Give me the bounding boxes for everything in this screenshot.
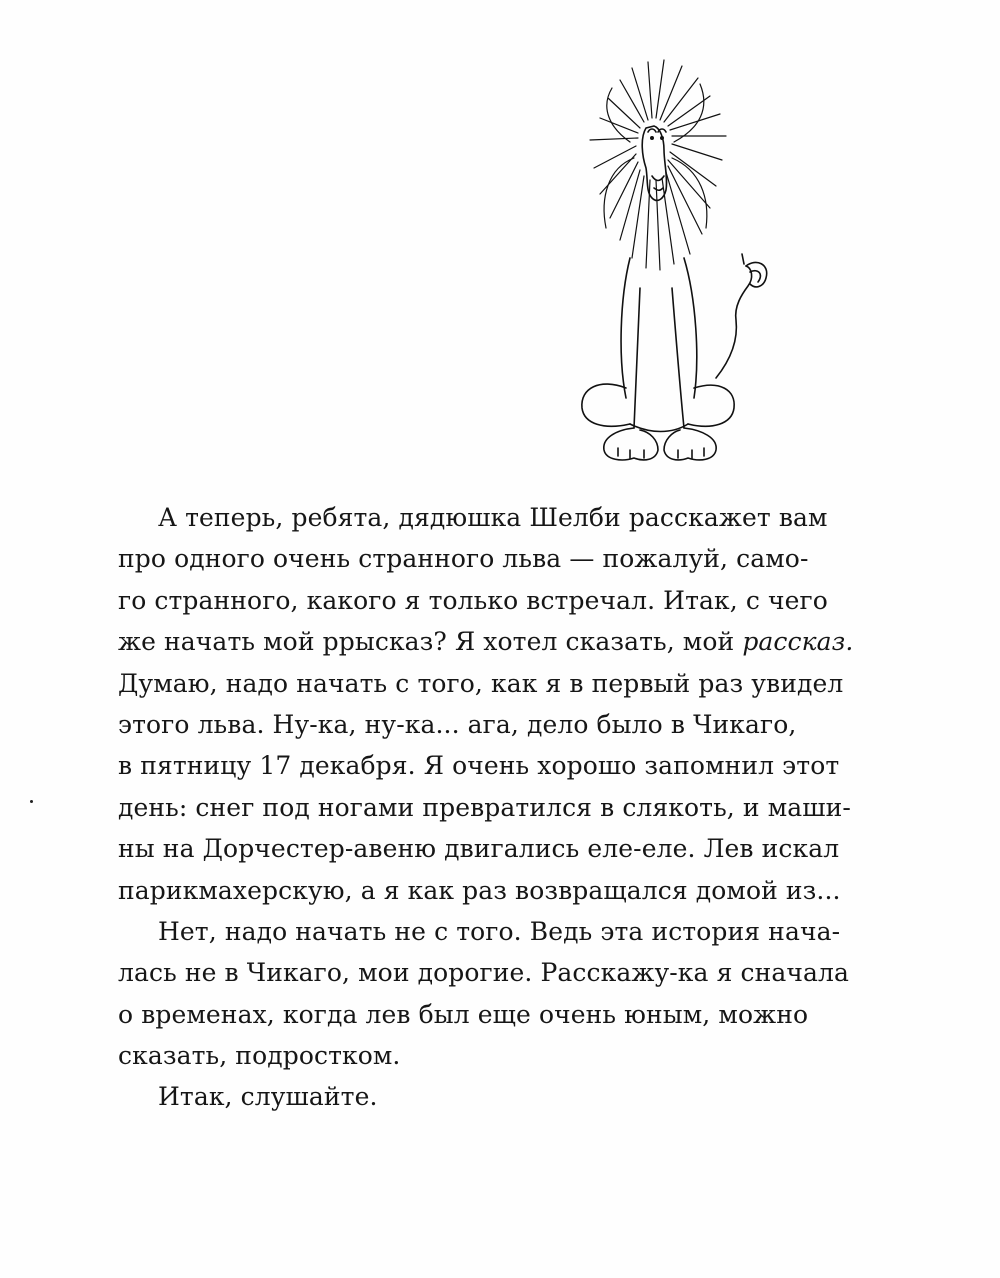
- text-line: Думаю, надо начать с того, как я в первый раз увидел: [118, 668, 844, 698]
- text-line: парикмахерскую, а я как раз возвращался домой из...: [118, 875, 841, 905]
- lion-body: [582, 258, 734, 460]
- text-line-with-emphasis: [118, 621, 878, 662]
- emphasized-word: рассказ.: [742, 627, 854, 657]
- lion-illustration: [560, 58, 810, 468]
- paragraph-3: [118, 1076, 878, 1117]
- lion-tail: [716, 254, 767, 378]
- text-line: о временах, когда лев был еще очень юным, можно: [118, 999, 809, 1029]
- paragraph-2: [118, 911, 878, 1077]
- text-line: А теперь, ребята, дядюшка Шелби расскажет вам: [158, 503, 828, 532]
- text-line: в пятницу 17 декабря. Я очень хорошо запомнил этот: [118, 751, 840, 781]
- text-line: день: снег под ногами превратился в слякоть, и маши-: [118, 792, 851, 822]
- text-line: сказать, подростком.: [118, 1041, 401, 1071]
- text-line: Нет, надо начать не с того. Ведь эта история нача-: [158, 916, 841, 946]
- paragraph-1: [118, 497, 878, 911]
- text-line: этого льва. Ну-ка, ну-ка... ага, дело было в Чикаго,: [118, 709, 797, 739]
- text-line-part: же начать мой ррысказ? Я хотел сказать, мой: [118, 627, 743, 657]
- story-text: [118, 497, 878, 1118]
- text-line: Итак, слушайте.: [158, 1082, 378, 1112]
- page-speck: [30, 800, 33, 803]
- lion-mane: [590, 60, 726, 270]
- text-line: про одного очень странного льва — пожалуй, само-: [118, 544, 809, 574]
- text-line: лась не в Чикаго, мои дорогие. Расскажу-ка я сначала: [118, 958, 849, 988]
- lion-face: [642, 126, 666, 200]
- text-line: ны на Дорчестер-авеню двигались еле-еле. Лев искал: [118, 834, 840, 864]
- text-line: го странного, какого я только встречал. Итак, с чего: [118, 585, 828, 615]
